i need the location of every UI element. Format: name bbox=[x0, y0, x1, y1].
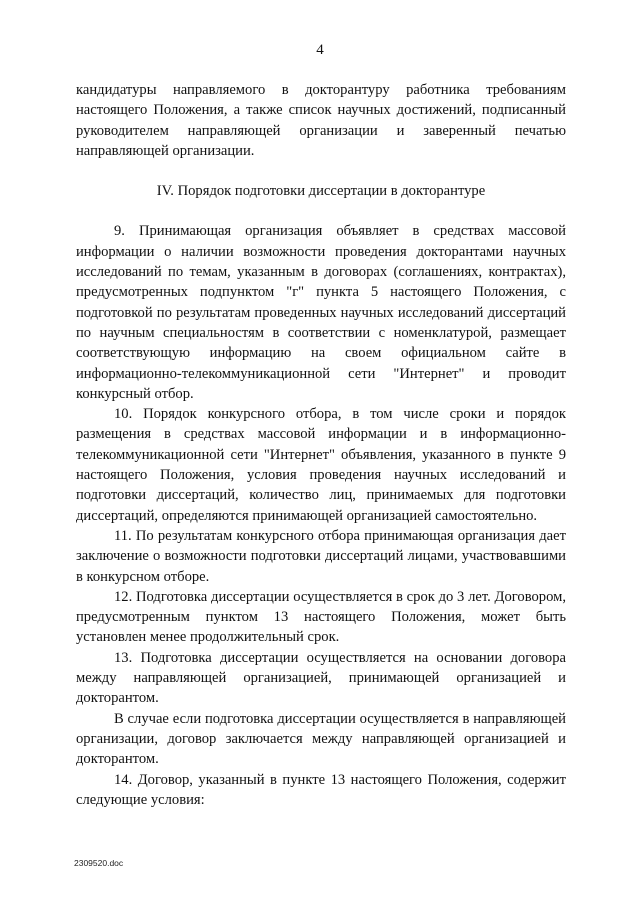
section-heading: IV. Порядок подготовки диссертации в докторантуре bbox=[156, 183, 486, 200]
paragraph-14: 14. Договор, указанный в пункте 13 настоящего Положения, содержит следующие условия: bbox=[76, 771, 566, 808]
paragraph-13: 13. Подготовка диссертации осуществляется на основании договора между направляющей организацией, принимающей организацией и докторантом. bbox=[76, 649, 566, 707]
paragraph-13-case: В случае если подготовка диссертации осуществляется в направляющей организации, договор заключается между направляющей организацией и докторантом. bbox=[76, 710, 566, 768]
file-name-footer: 2309520.doc bbox=[74, 858, 124, 868]
paragraph-12: 12. Подготовка диссертации осуществляется в срок до 3 лет. Договором, предусмотренным пунктом 13 настоящего Положения, может быть установлен менее продолжительный срок. bbox=[76, 588, 566, 646]
paragraph-continuation: кандидатуры направляемого в докторантуру работника требованиям настоящего Положения, а также список научных достижений, подписанный руководителем направляющей организации и заверенный печатью направляющей организации. bbox=[76, 82, 566, 159]
page-number: 4 bbox=[316, 42, 324, 58]
document-body bbox=[76, 80, 566, 810]
paragraph-10: 10. Порядок конкурсного отбора, в том числе сроки и порядок размещения в средствах массовой информации и в информационно-телекоммуникационной сети "Интернет" объявления, указанного в пункте 9 настоящего Положения, условия проведения научных исследований и подготовки диссертаций, количество лиц, принимаемых для подготовки диссертаций, определяются принимающей организацией самостоятельно. bbox=[76, 406, 566, 524]
paragraph-11: 11. По результатам конкурсного отбора принимающая организация дает заключение о возможности подготовки диссертаций лицами, участвовавшими в конкурсном отборе. bbox=[76, 527, 566, 585]
paragraph-9: 9. Принимающая организация объявляет в средствах массовой информации о наличии возможности проведения докторантами научных исследований по темам, указанным в договорах (соглашениях, контрактах), предусмотренных подпунктом "г" пункта 5 настоящего Положения, с подготовкой по результатам проведенных научных исследований диссертаций по научным специальностям в соответствии с номенклатурой, размещает соответствующую информацию на своем официальном сайте в информационно-телекоммуникационной сети "Интернет" и проводит конкурсный отбор. bbox=[76, 223, 566, 402]
